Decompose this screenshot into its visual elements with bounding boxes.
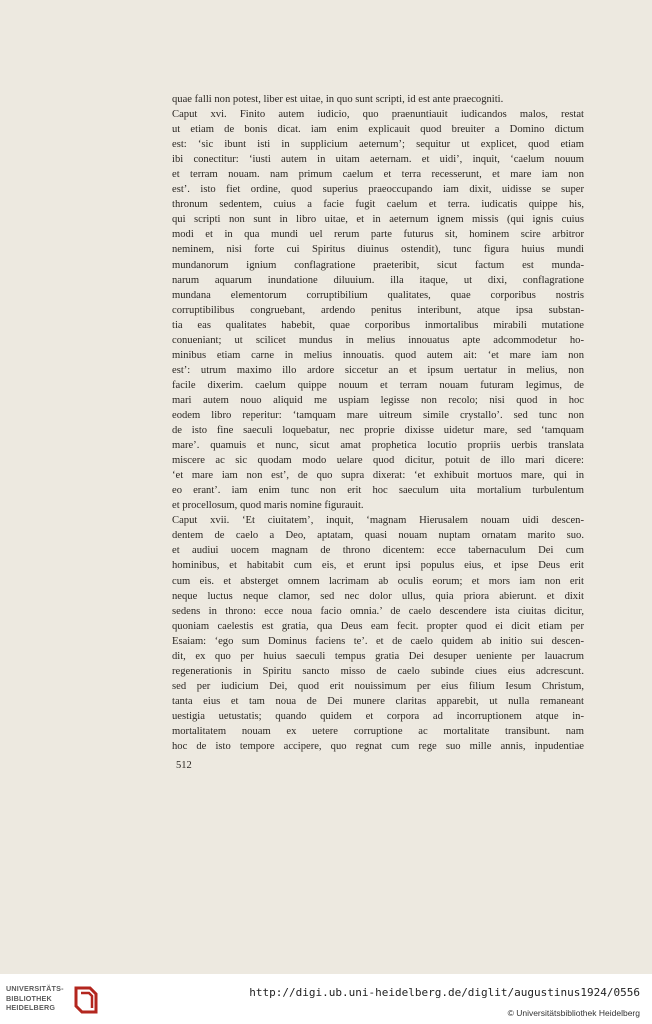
text-line: Caput xvi. Finito autem iudicio, quo praenuntiauit iudicandos malos, restat — [172, 109, 584, 121]
logo-line: BIBLIOTHEK — [6, 993, 52, 1003]
text-line: Caput xvii. ‘Et ciuitatem’, inquit, ‘magnam Hierusalem nouam uidi descen- — [172, 515, 584, 527]
page-number: 512 — [176, 760, 192, 771]
text-line: uestigia uetustatis; quando quidem et corpora ad incorruptionem atque in- — [172, 710, 584, 722]
text-line: eodem libro reperitur: ‘tamquam mare uitreum simile crystallo’. sed tunc non — [172, 409, 584, 421]
logo-line: UNIVERSITÄTS- — [6, 984, 64, 993]
text-line: ‘et mare iam non est’, de quo supra dixerat: ‘et exhibuit mortuos mare, qui in — [172, 470, 584, 482]
permalink-url[interactable]: http://digi.ub.uni-heidelberg.de/diglit/augustinus1924/0556 — [249, 986, 640, 999]
library-logo[interactable] — [6, 984, 106, 1020]
text-line: dit, ex quo per huius saeculi tempus gratia Dei desuper ueniente per lauacrum — [172, 650, 584, 662]
text-line: modi et in qua mundi uel rerum parte futurus sit, hominem scire arbitror — [172, 229, 584, 241]
text-line: est: ‘sic ibunt isti in supplicium aeternum’; sequitur ut explicet, quod etiam — [172, 139, 584, 151]
text-line: est’: utrum maximo illo ardore siccetur an et ipsum uertatur in melius, non — [172, 364, 584, 376]
library-mark-icon — [72, 984, 100, 1014]
text-line: neque luctus neque clamor, sed nec dolor ullus, quia priora abierunt. et dixit — [172, 590, 584, 602]
text-line: narum aquarum inundatione diluuium. illa itaque, ut dixi, conflagratione — [172, 274, 584, 286]
text-line: ut etiam de bonis dicat. iam enim explicauit quod breuiter a Domino dictum — [172, 124, 584, 136]
text-line: eo erant’. iam enim tunc non erit hoc saeculum uita mortalium turbulentum — [172, 485, 584, 497]
text-line: quae falli non potest, liber est uitae, in quo sunt scripti, id est ante praecogniti. — [172, 94, 504, 105]
text-line: et procellosum, quod maris nomine figurauit. — [172, 500, 364, 512]
text-line: mari autem nouo aliquid me uspiam legisse non recolo; nisi quod in hoc — [172, 394, 584, 406]
logo-line: HEIDELBERG — [6, 1003, 56, 1012]
text-line: sedens in throno: ecce noua facio omnia.’ de caelo descendere ista ciuitas dicitur, — [172, 605, 584, 617]
text-line: sed per iudicium Dei, quod erit nouissimum per eius filium Iesum Christum, — [172, 680, 584, 692]
text-block — [172, 92, 584, 754]
text-line: regenerationis in Spiritu sancto misso de caelo subinde ciues eius adcrescunt. — [172, 665, 584, 677]
text-line: conueniant; ut scilicet mundus in melius innouatus apte adcommodetur ho- — [172, 334, 584, 346]
text-line: corruptibilibus congruebant, ardendo penitus interibunt, atque ipsa substan- — [172, 304, 584, 316]
library-logo-text — [6, 984, 64, 1013]
text-line: hominibus, et habitabit cum eis, et erunt ipsi populus eius, et ipse Deus erit — [172, 560, 584, 572]
text-line: tia eas qualitates habebit, quae corporibus inmortalibus mirabili mutatione — [172, 319, 584, 331]
text-line: cum eis. et absterget omnem lacrimam ab oculis eorum; et mors iam non erit — [172, 575, 584, 587]
text-line: minibus etiam carne in melius innouatis. quod autem ait: ‘et mare iam non — [172, 349, 584, 361]
text-line: qui scripti non sunt in libro uitae, et in aeternum ignem missis (qui ignis cuius — [172, 214, 584, 226]
text-line: mare’. quamuis et nunc, sicut amat prophetica locutio propriis uerbis translata — [172, 440, 584, 452]
footer-bar — [0, 974, 652, 1024]
text-line: mortalitatem nouam ex uetere corruptione ac mortalitate transibunt. nam — [172, 725, 584, 737]
text-line: Esaiam: ‘ego sum Dominus faciens te’. et de caelo quidem ab initio sui descen- — [172, 635, 584, 647]
text-line: est’. isto fiet ordine, quod superius praeoccupando iam dixit, uidisse se super — [172, 184, 584, 196]
text-line: de isto fine saeculi loquebatur, nec proprie dixisse uidetur mare, sed ‘tamquam — [172, 425, 584, 437]
text-line: facile dixerim. caelum quippe nouum et terram nouam futuram legimus, de — [172, 379, 584, 391]
text-line: miscere ac sic quodam modo uelare quod dicitur, potuit de illo mari dicere: — [172, 455, 584, 467]
text-line: quoniam caelestis est gratia, qua Deus eam fecit. propter quod ei dicit etiam per — [172, 620, 584, 632]
text-line: mundana elementorum corruptibilium qualitates, quae corporibus nostris — [172, 289, 584, 301]
text-line: hoc de isto tempore accipere, quo regnat cum rege suo mille annis, inpudentiae — [172, 741, 584, 753]
text-line: tanta eius et tam noua de Dei munere claritas apparebit, ut nulla remaneant — [172, 695, 584, 707]
copyright-notice: © Universitätsbibliothek Heidelberg — [507, 1008, 640, 1018]
text-line: et terram nouam. nam primum caelum et terra recesserunt, et mare iam non — [172, 169, 584, 181]
text-line: neminem, nisi forte cui Spiritus diuinus ostendit), tunc figura huius mundi — [172, 244, 584, 256]
text-line: ibi conectitur: ‘iusti autem in uitam aeternam. et uidi’, inquit, ‘caelum nouum — [172, 154, 584, 166]
text-line: mundanorum ignium conflagratione praeteribit, sicut factum est munda- — [172, 259, 584, 271]
text-line: thronum sedentem, cuius a facie fugit caelum et terra. iudicatis quippe his, — [172, 199, 584, 211]
text-line: et audiui uocem magnam de throno dicentem: ecce tabernaculum Dei cum — [172, 545, 584, 557]
text-line: dentem de caelo a Deo, aptatam, quasi nouam nuptam ornatam marito suo. — [172, 530, 584, 542]
